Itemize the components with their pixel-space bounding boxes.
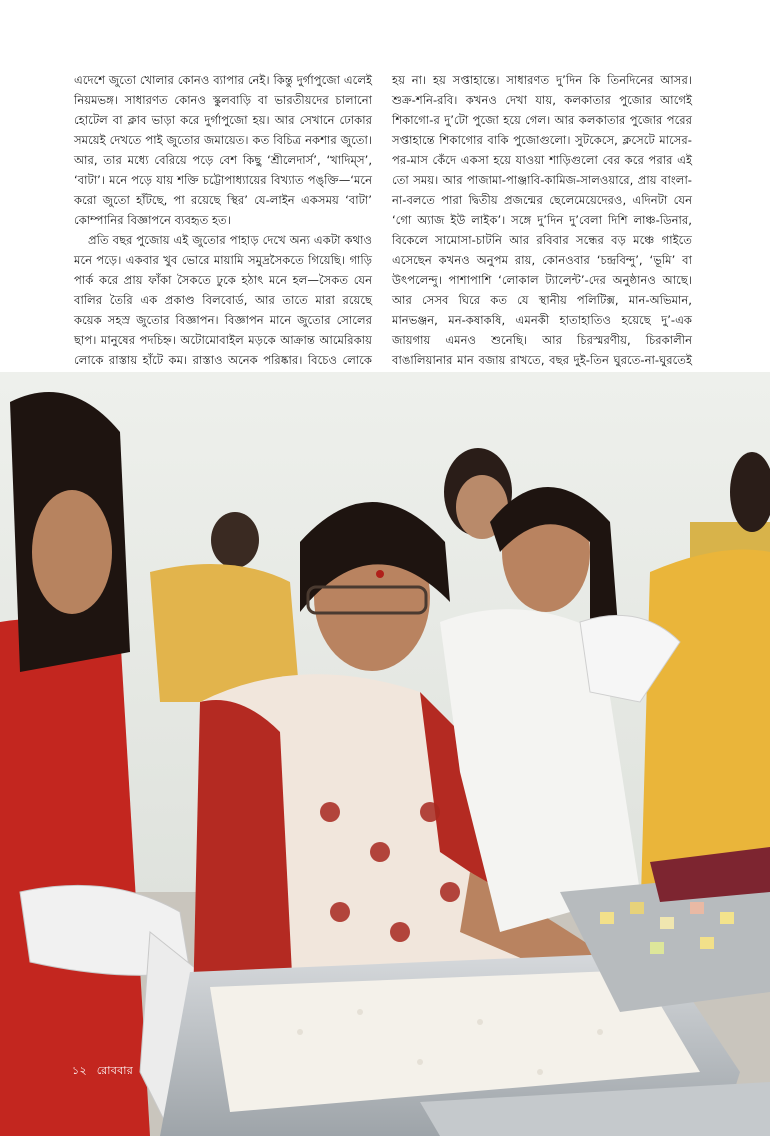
magazine-name: রোববার	[96, 1064, 134, 1077]
paragraph: হয় না। হয় সপ্তাহান্তে। সাধারণত দু’দিন কি তিনদিনের আসর। শুক্র-শনি-রবি। কখনও দেখা যায়, কলকাতার পুজোর আগেই শিকাগো-র দু’টো পুজো হয়ে গেল। আর কলকাতার পুজোর পরের সপ্তাহান্তে শিকাগোর বাকি পুজোগুলো। সুটকেসে, ক্লসেটে মাসের-পর-মাস কেঁদে একসা হয়ে যাওয়া শাড়িগুলো বের করে পরার এই তো সময়। আর পাজামা-পাঞ্জাবি-কামিজ-সালওয়ারে, প্রায় বাংলা-না-বলতে পারা দ্বিতীয় প্রজন্মের ছেলেমেয়েদেরও, এদিনটা যেন ‘গো অ্যাজ ইউ লাইক’। সঙ্গে দু’দিন দু’বেলা দিশি লাঞ্চ-ডিনার, বিকেলে সামোসা-চাটনি আর রবিবার সন্ধের বড় মঞ্চে গাইতে এসেছেন কখনও অনুপম রায়, কোনওবার ‘চন্দ্রবিন্দু’, ‘ভূমি’ বা উৎপলেন্দু। পাশাপাশি ‘লোকাল ট্যালেন্ট’-দের অনুষ্ঠানও আছে। আর সেসব ঘিরে কত যে স্থানীয় পলিটিক্স, মান-অভিমান, মানভঞ্জন, মন-কষাকষি, এমনকী হাতাহাতিও হয়েছে দু’-এক জায়গায় এমনও শুনেছি। আর চিরস্মরণীয়, চিরকালীন বাঙালিয়ানার মান বজায় রাখতে, বছর দুই-তিন ঘুরতে-না-ঘুরতেই	[392, 73, 692, 367]
page-number: ১২	[72, 1064, 87, 1077]
puja-food-serving-photo	[0, 372, 770, 1136]
page-footer	[72, 1062, 139, 1081]
paragraph: এদেশে জুতো খোলার কোনও ব্যাপার নেই। কিন্তু দুর্গাপুজো এলেই নিয়মভঙ্গ। সাধারণত কোনও স্কুলবাড়ি বা ভারতীয়দের চালানো হোটেল বা ক্লাব ভাড়া করে দুর্গাপুজো হয়। আর সেখানে ঢোকার সময়েই দেখতে পাই জুতোর জমায়েত। কত বিচিত্র নকশার জুতো। আর, তার মধ্যে বেরিয়ে পড়ে বেশ কিছু ‘শ্রীলেদার্স’, ‘খাদিম্‌স’, ‘বাটা’। মনে পড়ে যায় শক্তি চট্টোপাধ্যায়ের বিখ্যাত পঙ্‌ক্তি—‘মনে করো জুতো হাঁটছে, পা রয়েছে স্থির’ যে-লাইন একসময় ‘বাটা’ কোম্পানির বিজ্ঞাপনে ব্যবহৃত হত।	[74, 73, 372, 227]
paragraph: প্রতি বছর পুজোয় এই জুতোর পাহাড় দেখে অন্য একটা কথাও মনে পড়ে। একবার খুব ভোরে মায়ামি সমুদ্রসৈকতে গিয়েছি। গাড়ি পার্ক করে প্রায় ফাঁকা সৈকতে ঢুকে হঠাৎ মনে হল—সৈকত যেন বালির তৈরি এক প্রকাণ্ড বিলবোর্ড, আর তাতে মারা রয়েছে কয়েক সহস্র জুতোর বিজ্ঞাপন। বিজ্ঞাপন মানে জুতোর সোলের ছাপ। মানুষের পদচিহ্ন। অটোমোবাইল মড়কে আক্রান্ত আমেরিকায় লোকে রাস্তায় হাঁটে কম। রাস্তাও অনেক পরিষ্কার। বিচেও লোকে	[74, 233, 372, 367]
